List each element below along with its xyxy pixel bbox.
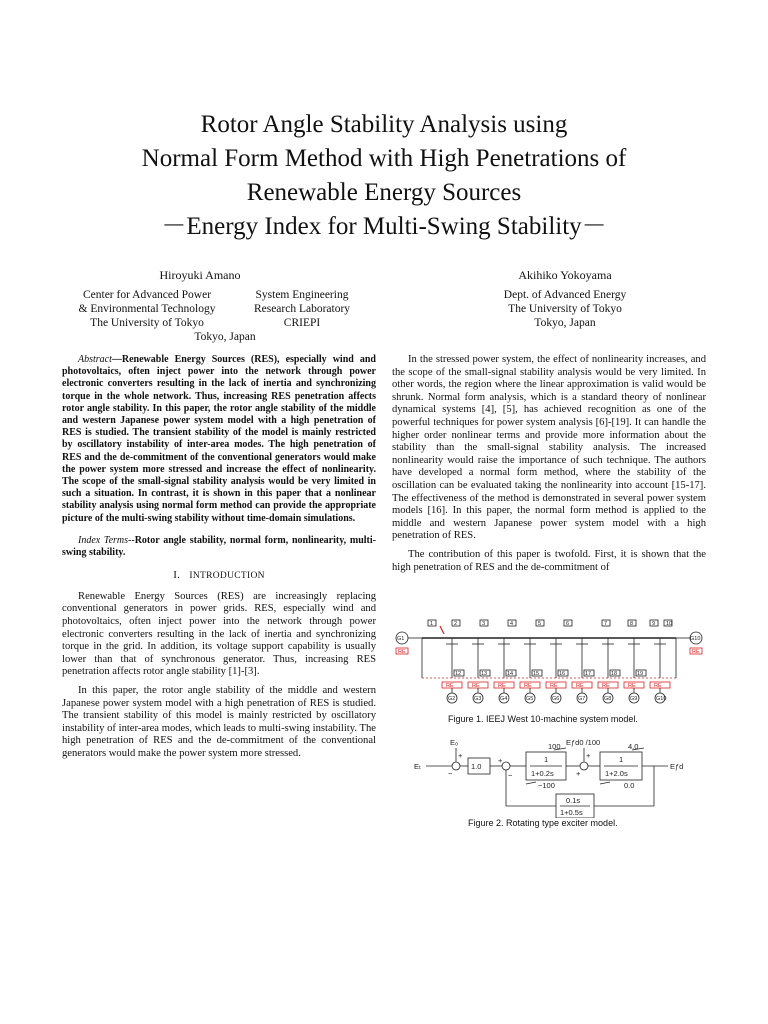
index-terms-lead: Index Terms-- xyxy=(78,534,135,546)
limit-line xyxy=(526,782,536,784)
bus-label: 18 xyxy=(611,671,618,677)
label-block1-den: 1+0.2s xyxy=(531,769,554,778)
res-label: RE xyxy=(446,683,454,689)
bus-label: 19 xyxy=(637,671,644,677)
author-2-affiliation: Dept. of Advanced Energy The University of Tokyo Tokyo, Japan xyxy=(503,289,627,329)
bus-label: 5 xyxy=(538,621,542,627)
label-plus: + xyxy=(458,751,463,760)
res-label: RE xyxy=(692,649,700,655)
label-limit-0: 0.0 xyxy=(624,781,635,790)
label-block1-num: 1 xyxy=(544,755,549,764)
bus-label: 16 xyxy=(559,671,566,677)
abstract-lead: Abstract xyxy=(78,354,112,365)
res-label: RE xyxy=(576,683,584,689)
bus-label: 6 xyxy=(566,621,570,627)
index-terms xyxy=(62,535,376,559)
generator-label: G2 xyxy=(448,696,456,702)
res-label: RE xyxy=(498,683,506,689)
res-label: RE xyxy=(398,649,406,655)
generator-label: G5 xyxy=(526,696,534,702)
section-heading-introduction: I. INTRODUCTION xyxy=(173,569,265,582)
limit-line xyxy=(600,782,610,784)
abstract xyxy=(62,354,376,525)
figure-1-system-diagram xyxy=(392,618,708,710)
title-line-4: －Energy Index for Multi-Swing Stability－ xyxy=(161,213,607,240)
figure-2-caption: Figure 2. Rotating type exciter model. xyxy=(468,818,618,828)
label-efd0: Eƒd0 /100 xyxy=(566,738,601,747)
bus-label: 8 xyxy=(630,621,634,627)
label-plus: + xyxy=(576,769,581,778)
title-line-2: Normal Form Method with High Penetrations of xyxy=(141,145,627,172)
author-1-affiliation-2: System Engineering Research Laboratory CRIEPI xyxy=(253,289,351,329)
label-feedback-den: 1+0.5s xyxy=(560,808,583,817)
label-minus: − xyxy=(508,771,513,780)
figure-2-exciter-diagram xyxy=(414,736,704,818)
label-ef0: E₀ xyxy=(450,738,459,747)
author-1-location: Tokyo, Japan xyxy=(194,331,256,343)
bus-label: 7 xyxy=(604,621,608,627)
res-label: RE xyxy=(602,683,610,689)
summing-junction-3 xyxy=(580,762,588,770)
summing-junction-2 xyxy=(502,762,510,770)
generator-label: G7 xyxy=(578,696,586,702)
bus-label: 17 xyxy=(585,671,592,677)
generator-label: G8 xyxy=(604,696,612,702)
generator-label: G4 xyxy=(500,696,508,702)
index-terms-text: Rotor angle stability, normal form, nonlinearity, multi-swing stability. xyxy=(62,534,376,559)
generator-label: G9 xyxy=(630,696,638,702)
generator-label: G3 xyxy=(474,696,482,702)
author-1-name: Hiroyuki Amano xyxy=(159,268,241,282)
bus-label: 15 xyxy=(533,671,540,677)
left-column xyxy=(62,354,376,767)
label-plus: + xyxy=(586,751,591,760)
author-2-name: Akihiko Yokoyama xyxy=(518,268,612,282)
right-column xyxy=(392,354,706,580)
generator-g1-label: G1 xyxy=(397,636,405,642)
label-minus: − xyxy=(448,769,453,778)
generator-label: G6 xyxy=(552,696,560,702)
res-label: RE xyxy=(654,683,662,689)
res-label: RE xyxy=(472,683,480,689)
res-label: RE xyxy=(550,683,558,689)
bus-label: 3 xyxy=(482,621,486,627)
figure-1-caption: Figure 1. IEEJ West 10-machine system model. xyxy=(448,714,638,724)
fault-marker xyxy=(440,626,444,634)
right-paragraph-2: The contribution of this paper is twofold. First, it is shown that the high penetration of RES and the de-commitment of xyxy=(392,548,706,573)
bus-label: 13 xyxy=(481,671,488,677)
bus-label: 4 xyxy=(510,621,514,627)
title-line-1: Rotor Angle Stability Analysis using xyxy=(200,111,568,138)
label-block2-den: 1+2.0s xyxy=(605,769,628,778)
intro-paragraph-1: Renewable Energy Sources (RES) are increasingly replacing conventional generators in power grids. RES, especially wind and photovoltaics, often inject power into the network through power electronic converters resulting in the lack of inertia and synchronizing torque in the grid. In addition, its voltage support capability is usually lower than that of synchronous generator. Thus, increasing RES penetration affects rotor angle stability [1]-[3]. xyxy=(62,590,376,678)
bus-label: 2 xyxy=(454,621,458,627)
label-limit-4: 4.0 xyxy=(628,742,639,751)
abstract-text: —Renewable Energy Sources (RES), especially wind and photovoltaics, often inject power into the network through power electronic converters resulting in the lack of inertia and synchronizing torque in the whole network. Thus, increasing RES penetration affects rotor angle stability. In this paper, the rotor angle stability of the middle and western Japanese power system model with a high penetration of RES is studied. The transient stability of the model is mainly restricted by oscillatory instability of inter-area modes. The high penetration of RES and the de-commitment of the conventional generators would make the power system more stressed and increase the effect of nonlinearity. The scope of the small-signal stability analysis would be very limited in such a situation. In contrast, it is shown in this paper that a nonlinear stability analysis using normal form method can provide the appropriate picture of the multi-swing stability without time-domain simulations. xyxy=(62,354,376,524)
author-1-affiliation-1: Center for Advanced Power & Environmental Technology The University of Tokyo xyxy=(78,289,216,329)
summing-junction-1 xyxy=(452,762,460,770)
title-line-3: Renewable Energy Sources xyxy=(246,179,522,206)
bus-label: 12 xyxy=(455,671,462,677)
res-label: RE xyxy=(628,683,636,689)
paper-title xyxy=(0,108,768,244)
bus-label: 9 xyxy=(652,621,656,627)
label-block2-num: 1 xyxy=(619,755,624,764)
label-limit-minus-100: −100 xyxy=(538,781,555,790)
res-label: RE xyxy=(524,683,532,689)
label-efd: Eƒd xyxy=(670,762,684,771)
label-plus: + xyxy=(498,756,503,765)
bus-label: 14 xyxy=(507,671,514,677)
generator-label: G10 xyxy=(656,696,667,702)
label-gain: 1.0 xyxy=(471,762,482,771)
intro-paragraph-2: In this paper, the rotor angle stability of the middle and western Japanese power system model with a high penetration of RES is studied. The transient stability of this model is mainly restricted by oscillatory instability of inter-area modes, which leads to multi-swing instability. The high penetration of RES and the de-commitment of the conventional generators would make the power system more stressed. xyxy=(62,685,376,759)
right-paragraph-1: In the stressed power system, the effect of nonlinearity increases, and the scope of the small-signal stability analysis would be very limited. In other words, the region where the linear approximation is valid would be shrunk. Normal form analysis, which is a standard theory of nonlinear dynamical systems [4], [5], has achieved recognition as one of the powerful techniques for power system analysis [6]-[19]. It can handle the higher order nonlinear terms and provide more information about the stability than the small-signal stability analysis. The increased nonlinearity would raise the importance of such technique. The authors have developed a normal form method, where the stability of the oscillation can be evaluated taking the nonlinearity into account [15-17]. The effectiveness of the method is demonstrated in several power system models [16]. In this paper, the normal form method is applied to the middle and western Japanese power system model with a high penetration of RES. xyxy=(392,354,706,542)
label-et: Eₜ xyxy=(414,762,422,771)
bus-label: 1 xyxy=(430,621,434,627)
label-limit-100: 100 xyxy=(548,742,561,751)
label-feedback-num: 0.1s xyxy=(566,796,581,805)
generator-g10-label: G10 xyxy=(690,636,701,642)
bus-label: 10 xyxy=(666,621,673,627)
